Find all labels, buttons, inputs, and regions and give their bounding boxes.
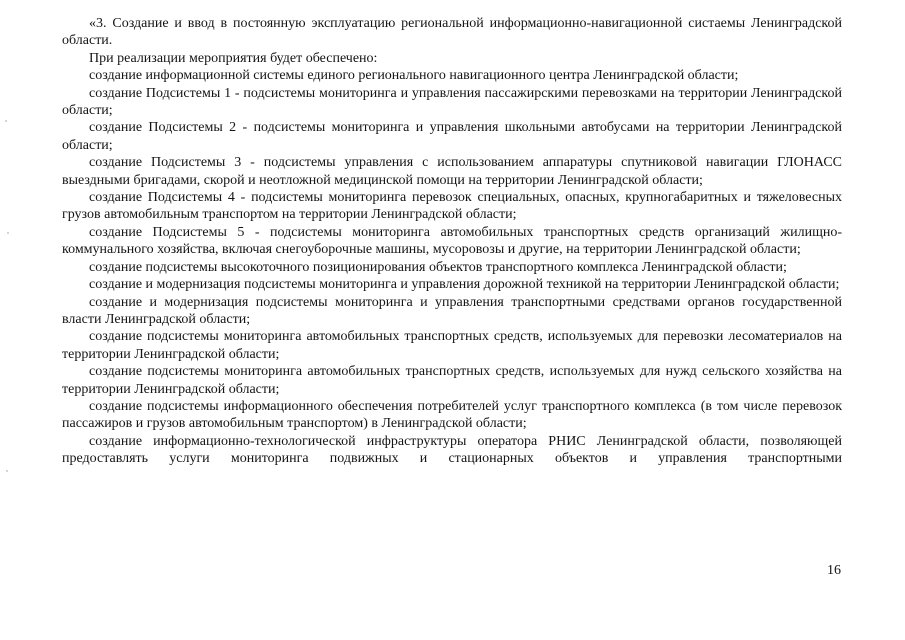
section-heading-paragraph: «3. Создание и ввод в постоянную эксплуатацию региональной информационно-навигационной систаемы Ленинградской области. [62, 16, 842, 49]
list-item-paragraph: создание Подсистемы 5 - подсистемы мониторинга автомобильных транспортных средств организаций жилищно-коммунального хозяйства, включая снегоуборочные машины, мусоровозы и другие, на территории Ленинградской области; [62, 224, 842, 258]
list-item-paragraph: создание и модернизация подсистемы мониторинга и управления дорожной техникой на территории Ленинградской области; [89, 277, 840, 293]
scan-speck [7, 232, 9, 234]
list-item-paragraph: создание подсистемы мониторинга автомобильных транспортных средств, используемых для нужд сельского хозяйства на территории Ленинградской области; [62, 364, 842, 397]
list-item-paragraph: создание подсистемы мониторинга автомобильных транспортных средств, используемых для перевозки лесоматериалов на территории Ленинградской области; [62, 329, 842, 362]
list-item-paragraph: создание Подсистемы 2 - подсистемы мониторинга и управления школьными автобусами на территории Ленинградской области; [62, 120, 842, 153]
list-item-paragraph: создание подсистемы высокоточного позиционирования объектов транспортного комплекса Ленинградской области; [89, 259, 787, 275]
scan-speck [6, 470, 8, 472]
scan-speck [5, 120, 7, 122]
list-item-paragraph: создание и модернизация подсистемы мониторинга и управления транспортными средствами органов государственной власти Ленинградской области; [62, 294, 842, 327]
list-item-paragraph: создание подсистемы информационного обеспечения потребителей услуг транспортного комплекса (в том числе перевозок пассажиров и грузов автомобильным транспортом) в Ленинградской области; [62, 398, 842, 432]
intro-paragraph: При реализации мероприятия будет обеспечено: [89, 50, 378, 66]
page-number: 16 [827, 563, 841, 578]
list-item-paragraph: создание информационной системы единого регионального навигационного центра Ленинградской области; [89, 68, 739, 84]
list-item-paragraph: создание Подсистемы 3 - подсистемы управления с использованием аппаратуры спутниковой навигации ГЛОНАСС выездными бригадами, скорой и неотложной медицинской помощи на территории Ленинградской области; [62, 155, 842, 188]
list-item-paragraph-continued: создание информационно-технологической инфраструктуры оператора РНИС Ленинградской области, позволяющей предоставлять услуги мониторинга подвижных и стационарных объектов и управления транспортными [62, 433, 842, 467]
document-body [62, 15, 842, 468]
list-item-paragraph: создание Подсистемы 1 - подсистемы мониторинга и управления пассажирскими перевозками на территории Ленинградской области; [62, 85, 842, 119]
list-item-paragraph: создание Подсистемы 4 - подсистемы мониторинга перевозок специальных, опасных, крупногабаритных и тяжеловесных грузов автомобильным транспортом на территории Ленинградской области; [62, 190, 842, 223]
